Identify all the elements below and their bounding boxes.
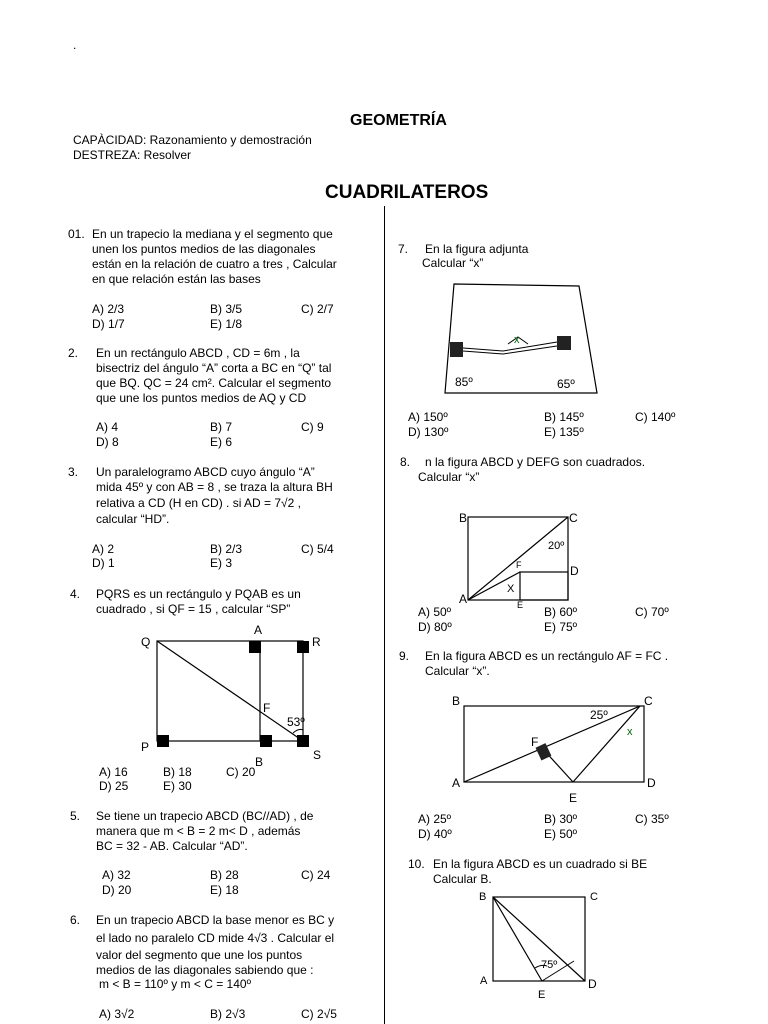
label-b: B — [479, 891, 487, 903]
option-a: A) 3√2 — [99, 1007, 135, 1021]
label-f: F — [263, 701, 271, 715]
option-d: D) 130º — [408, 425, 449, 439]
option-e: E) 1/8 — [210, 317, 243, 331]
problem-line: Un paralelogramo ABCD cuyo ángulo “A” — [96, 465, 315, 479]
right-angle-label: 65º — [557, 377, 575, 391]
problem-line: En la figura adjunta — [425, 242, 529, 256]
label-f: F — [531, 735, 539, 749]
problem-line: Calcular “x” — [422, 256, 484, 270]
label-b: B — [452, 694, 461, 708]
option-b: B) 3/5 — [210, 302, 243, 316]
option-c: C) 5/4 — [301, 542, 334, 556]
option-b: B) 60º — [544, 605, 578, 619]
problem-line: En la figura ABCD es un rectángulo AF = FC . — [425, 649, 669, 663]
option-e: E) 30 — [163, 779, 192, 793]
problem-number: 10. — [408, 857, 425, 871]
problem-line: en que relación están las bases — [92, 272, 261, 286]
angle-label: 75º — [541, 959, 558, 971]
problem-line: mida 45º y con AB = 8 , se traza la altura BH — [96, 480, 333, 494]
problem-line: relativa a CD (H en CD) . si AD = 7√2 , — [96, 496, 301, 510]
label-p: P — [141, 740, 150, 754]
label-a: A — [254, 623, 263, 637]
option-d: D) 1 — [92, 556, 115, 570]
option-a: A) 25º — [418, 812, 452, 826]
problem-line: BC = 32 - AB. Calcular “AD”. — [96, 839, 248, 853]
label-a: A — [459, 592, 468, 606]
x-label: x — [514, 334, 520, 346]
option-e: E) 75º — [544, 620, 578, 634]
problem-line: que une los puntos medios de AQ y CD — [96, 391, 307, 405]
option-e: E) 3 — [210, 556, 233, 570]
left-angle-label: 85º — [455, 375, 473, 389]
option-b: B) 2√3 — [210, 1007, 246, 1021]
label-c: C — [644, 694, 653, 708]
problem-line: que BQ. QC = 24 cm². Calcular el segmento — [96, 376, 332, 390]
label-d: D — [588, 977, 597, 991]
problem-line: Calcular “x”. — [425, 664, 490, 678]
problem-line: En un trapecio ABCD la base menor es BC y — [96, 913, 335, 927]
option-d: D) 40º — [418, 827, 452, 841]
x-label: X — [507, 583, 515, 595]
problem-line: bisectriz del ángulo “A” corta a BC en “Q” tal — [96, 361, 332, 375]
label-e: E — [517, 600, 524, 610]
problem-line: m < B = 110º y m < C = 140º — [99, 977, 251, 991]
problem-line: cuadrado , si QF = 15 , calcular “SP” — [96, 602, 291, 616]
option-b: B) 30º — [544, 812, 578, 826]
destreza-label: DESTREZA: Resolver — [73, 148, 192, 162]
problem-line: PQRS es un rectángulo y PQAB es un — [96, 587, 301, 601]
angle-label: 53º — [287, 715, 305, 729]
option-d: D) 20 — [102, 883, 132, 897]
problem-line: Se tiene un trapecio ABCD (BC//AD) , de — [96, 809, 314, 823]
option-b: B) 145º — [544, 410, 584, 424]
option-d: D) 1/7 — [92, 317, 125, 331]
label-a: A — [452, 776, 461, 790]
label-r: R — [312, 635, 321, 649]
angle-label: 20º — [548, 540, 565, 552]
option-d: D) 8 — [96, 435, 119, 449]
option-a: A) 150º — [408, 410, 448, 424]
label-c: C — [569, 511, 578, 525]
option-d: D) 25 — [99, 779, 129, 793]
problem-number: 2. — [68, 346, 79, 360]
problem-number: 01. — [68, 227, 85, 241]
label-d: D — [570, 564, 579, 578]
label-c: C — [590, 891, 598, 903]
label-f: F — [516, 560, 522, 570]
problem-number: 3. — [68, 465, 79, 479]
label-b: B — [255, 755, 264, 769]
label-e: E — [569, 791, 578, 805]
problem-line: están en la relación de cuatro a tres , Calcular — [92, 257, 337, 271]
label-a: A — [480, 975, 488, 987]
label-b: B — [459, 511, 468, 525]
problem-line: Calcular “x” — [418, 470, 480, 484]
option-a: A) 2/3 — [92, 302, 125, 316]
label-e: E — [538, 989, 546, 1000]
option-c: C) 2√5 — [301, 1007, 337, 1021]
problem-line: unen los puntos medios de las diagonales — [92, 242, 316, 256]
problem-number: 5. — [70, 809, 81, 823]
problem-line: calcular “HD”. — [96, 512, 170, 526]
option-c: C) 9 — [301, 420, 324, 434]
problem-number: 7. — [398, 242, 409, 256]
option-b: B) 7 — [210, 420, 233, 434]
angle-label: 25º — [590, 708, 608, 722]
option-c: C) 70º — [635, 605, 669, 619]
label-d: D — [647, 776, 656, 790]
option-c: C) 140º — [635, 410, 676, 424]
problem-line: manera que m < B = 2 m< D , además — [96, 824, 301, 838]
capacidad-label: CAPÀCIDAD: Razonamiento y demostración — [73, 133, 312, 147]
problem-line: En un trapecio la mediana y el segmento que — [92, 227, 333, 241]
option-a: A) 32 — [102, 868, 131, 882]
rectangle-figure — [450, 690, 665, 808]
quadrilateral-figure — [440, 280, 610, 400]
problem-line: medios de las diagonales sabiendo que : — [96, 963, 314, 977]
option-d: D) 80º — [418, 620, 452, 634]
page-title: GEOMETRÍA — [350, 112, 447, 129]
x-label: x — [627, 726, 633, 738]
label-s: S — [313, 748, 322, 762]
option-b: B) 2/3 — [210, 542, 243, 556]
column-divider — [384, 206, 385, 1024]
option-e: E) 50º — [544, 827, 578, 841]
option-c: C) 20 — [226, 765, 256, 779]
option-a: A) 50º — [418, 605, 452, 619]
label-q: Q — [141, 635, 151, 649]
option-c: C) 2/7 — [301, 302, 334, 316]
option-c: C) 35º — [635, 812, 669, 826]
rectangle-square-figure — [135, 620, 335, 770]
option-b: B) 18 — [163, 765, 192, 779]
problem-line: n la figura ABCD y DEFG son cuadrados. — [425, 455, 646, 469]
option-e: E) 6 — [210, 435, 233, 449]
problem-line: valor del segmento que une los puntos — [96, 948, 303, 962]
option-a: A) 16 — [99, 765, 128, 779]
option-a: A) 2 — [92, 542, 115, 556]
option-c: C) 24 — [301, 868, 331, 882]
problem-line: En un rectángulo ABCD , CD = 6m , la — [96, 346, 300, 360]
option-e: E) 135º — [544, 425, 584, 439]
problem-line: el lado no paralelo CD mide 4√3 . Calcular el — [96, 931, 335, 945]
option-b: B) 28 — [210, 868, 239, 882]
option-e: E) 18 — [210, 883, 239, 897]
problem-line: Calcular B. — [433, 872, 492, 886]
square-figure — [475, 888, 610, 1000]
problem-number: 6. — [70, 913, 81, 927]
section-title: CUADRILATEROS — [325, 182, 489, 203]
option-a: A) 4 — [96, 420, 119, 434]
problem-number: 8. — [400, 455, 411, 469]
problem-line: En la figura ABCD es un cuadrado si BE — [433, 857, 648, 871]
problem-number: 4. — [70, 587, 81, 601]
squares-figure — [455, 505, 595, 615]
problem-number: 9. — [399, 649, 410, 663]
page-dot: . — [73, 38, 77, 52]
